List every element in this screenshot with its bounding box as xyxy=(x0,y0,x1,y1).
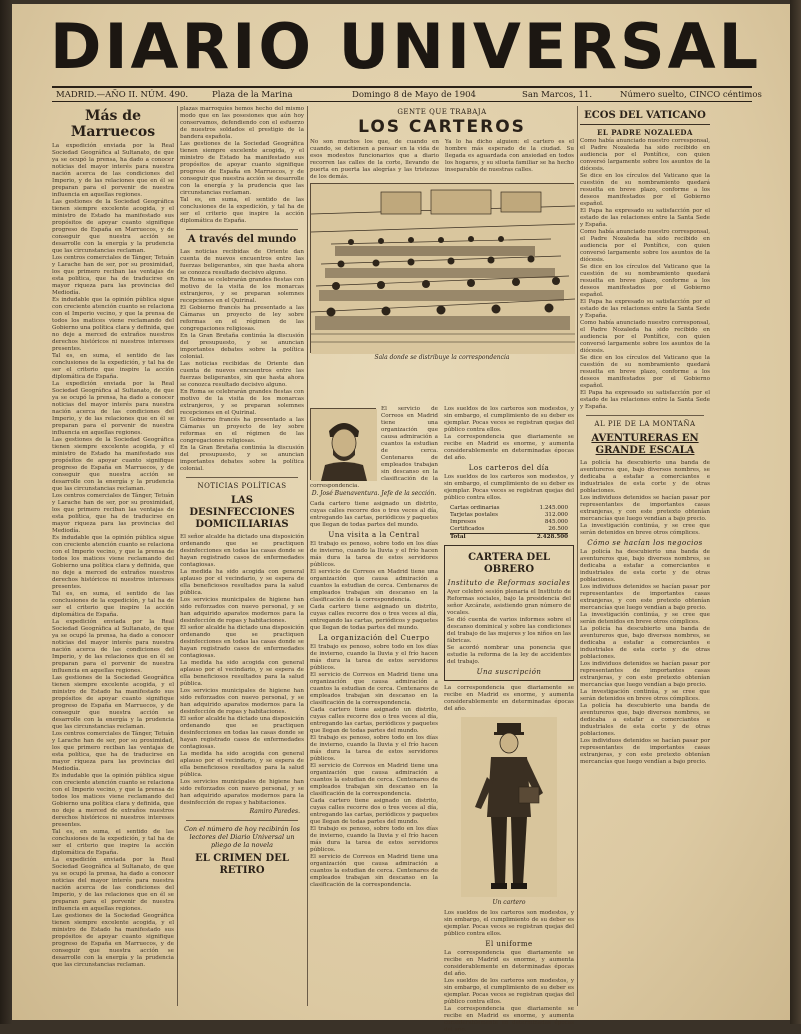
article-paragraph: La correspondencia que diariamente se recibe en Madrid es enorme, y aumenta considerablemente en determinadas épocas del año. xyxy=(444,434,574,461)
article-paragraph: La policía ha descubierto una banda de aventureros que, bajo diversos nombres, se dedicaba a estafar a comerciantes e industriales de esta corte y de otras poblaciones. xyxy=(580,626,710,660)
subhead-organizacion: La organización del Cuerpo xyxy=(318,634,430,642)
article-paragraph: Las gestiones de la Sociedad Geográfica tienen siempre excelente acogida, y el ministro de Estado ha manifestado sus propósitos de apoyar cuanto signifique progreso de España en Marruecos, y de conseguir que nuestra acción se desarrolle con la energía y la prudencia que las circunstancias reclaman. xyxy=(180,141,304,196)
article-paragraph: Se dice en los círculos del Vaticano que la cuestión de su nombramiento quedará resuelta en breve plazo, conforme a los deseos manifestados por el Gobierno español. xyxy=(580,355,710,389)
column-2 xyxy=(180,106,304,1012)
article-paragraph: Los servicios municipales de higiene han sido reforzados con nuevo personal, y se han adquirido aparatos modernos para la desinfección de ropas y habitaciones. xyxy=(180,779,304,806)
column-4 xyxy=(444,406,574,1033)
article-paragraph: Es indudable que la opinión pública sigue con creciente atención cuanto se relaciona con el Imperio vecino, y que la prensa de todos los matices viene reclamando del Gobierno una política clara y definida, que no deje a merced de extraños nuestros derechos históricos ni nuestros intereses presentes. xyxy=(52,297,174,352)
portrait-caption: D. José Buenaventura. Jefe de la sección. xyxy=(311,490,437,497)
stat-total: Total 2.428.500 xyxy=(450,534,568,540)
article-paragraph: Cada cartero tiene asignado un distrito, cuyas calles recorre dos o tres veces al día, entregando las cartas, periódicos y paquetes que llegan de todas partes del mundo. xyxy=(310,604,438,631)
article-paragraph: El Papa ha expresado su satisfacción por el estado de las relaciones entre la Santa Sede y España. xyxy=(580,208,710,228)
news-item: En Roma se celebrarán grandes fiestas con motivo de la visita de los monarcas extranjeros, y se preparan solemnes recepciones en el Quirinal. xyxy=(180,389,304,416)
article-paragraph: Tal es, en suma, el sentido de las conclusiones de la expedición, y tal ha de ser el criterio que inspire la acción diplomática de España. xyxy=(180,197,304,224)
article-paragraph: El trabajo es penoso, sobre todo en los días de invierno, cuando la lluvia y el frío hacen más dura la tarea de estos servidores públicos. xyxy=(310,735,438,762)
cartera-obrero-section xyxy=(444,545,574,681)
article-paragraph: El servicio de Correos en Madrid tiene una organización que causa admiración a cuantos la estudian de cerca. Centenares de empleados trabajan sin descanso en la clasificación de la correspondencia. xyxy=(310,763,438,797)
article-paragraph: Los centros comerciales de Tánger, Tetuán y Larache han de ser, por su proximidad, los que primero reciban las ventajas de esta política, que ha de traducirse en mayor riqueza para las provincias del Mediodía. xyxy=(52,255,174,296)
address: Plaza de la Marina xyxy=(212,90,293,100)
news-item: Las noticias recibidas de Oriente dan cuenta de nuevos encuentros entre las fuerzas beligerantes, sin que hasta ahora se conozca resultado decisivo alguno. xyxy=(180,361,304,388)
article-paragraph: Los servicios municipales de higiene han sido reforzados con nuevo personal, y se han adquirido aparatos modernos para la desinfección de ropas y habitaciones. xyxy=(180,597,304,624)
cartero-figure xyxy=(461,717,557,897)
article-paragraph: Es indudable que la opinión pública sigue con creciente atención cuanto se relaciona con el Imperio vecino, y que la prensa de todos los matices viene reclamando del Gobierno una política clara y definida, que no deje a merced de extraños nuestros derechos históricos ni nuestros intereses presentes. xyxy=(52,535,174,590)
section-divider xyxy=(586,415,704,416)
section-title-desinfecciones: LAS DESINFECCIONES DOMICILIARIAS xyxy=(189,495,295,530)
article-paragraph: Se dice en los círculos del Vaticano que la cuestión de su nombramiento quedará resuelta en breve plazo, conforme a los deseos manifestados por el Gobierno español. xyxy=(580,173,710,207)
column-rule xyxy=(577,106,578,1006)
article-paragraph: Es indudable que la opinión pública sigue con creciente atención cuanto se relaciona con el Imperio vecino, y que la prensa de todos los matices viene reclamando del Gobierno una política clara y definida, que no deje a merced de extraños nuestros derechos históricos ni nuestros intereses presentes. xyxy=(52,773,174,828)
headline-marruecos: Más de Marruecos xyxy=(70,108,156,140)
news-item: El Gobierno francés ha presentado a las Cámaras un proyecto de ley sobre reformas en el régimen de las congregaciones religiosas. xyxy=(180,305,304,332)
article-paragraph: El Papa ha expresado su satisfacción por el estado de las relaciones entre la Santa Sede y España. xyxy=(580,299,710,319)
novel-title: EL CRIMEN DEL RETIRO xyxy=(195,853,289,876)
article-paragraph: Los sueldos de los carteros son modestos, y sin embargo, el cumplimiento de su deber es ejemplar. Pocas veces se registran quejas del público contra ellos. xyxy=(444,978,574,1005)
subhead-suscripcion: Una suscripción xyxy=(476,668,542,676)
subhead-uniforme: El uniforme xyxy=(485,940,533,948)
news-item: En la Gran Bretaña continúa la discusión del presupuesto, y se anuncian importantes debates sobre la política colonial. xyxy=(180,445,304,472)
kicker-montana: AL PIE DE LA MONTAÑA xyxy=(594,420,696,428)
masthead-title: DIARIO UNIVERSAL xyxy=(50,10,762,83)
article-paragraph: El Papa ha expresado su satisfacción por el estado de las relaciones entre la Santa Sede y España. xyxy=(580,390,710,410)
section-divider xyxy=(186,477,298,478)
article-paragraph: Los individuos detenidos se hacían pasar por representantes de importantes casas extranjeras, y con este pretexto obtenían mercancías que luego vendían a bajo precio. xyxy=(580,738,710,765)
article-paragraph: plazas marroquíes hemos hecho del mismo modo que en las posesiones que aún hoy conservamos, defendiendo con el esfuerzo de nuestros soldados el prestigio de la bandera española. xyxy=(180,106,304,140)
article-paragraph: La medida ha sido acogida con general aplauso por el vecindario, y se espera de ella beneficiosos resultados para la salud pública. xyxy=(180,569,304,596)
article-paragraph: La expedición enviada por la Real Sociedad Geográfica al Sultanato, de que ya se ocupó la prensa, ha dado a conocer noticias del mayor interés para nuestra nación acerca de las condiciones del Imperio, y de las relaciones que en él se preparan para el porvenir de nuestra influencia en aquellas regiones. xyxy=(52,619,174,674)
column-1 xyxy=(52,106,174,1012)
article-paragraph: Los sueldos de los carteros son modestos, y sin embargo, el cumplimiento de su deber es ejemplar. Pocas veces se registran quejas del público contra ellos. xyxy=(444,474,574,501)
column-rule xyxy=(177,106,178,1006)
subhead-negocios: Cómo se hacían los negocios xyxy=(587,539,703,547)
article-paragraph: Como había anunciado nuestro corresponsal, el Padre Nozaleda ha sido recibido en audiencia por el Pontífice, con quien conversó largamente sobre los asuntos de la diócesis. xyxy=(580,229,710,263)
article-paragraph: La investigación continúa, y se cree que serán detenidos en breve otros cómplices. xyxy=(580,523,710,536)
article-paragraph: Los servicios municipales de higiene han sido reforzados con nuevo personal, y se han adquirido aparatos modernos para la desinfección de ropas y habitaciones. xyxy=(180,688,304,715)
article-paragraph: Los individuos detenidos se hacían pasar por representantes de importantes casas extranjeras, y con este pretexto obtenían mercancías que luego vendían a bajo precio. xyxy=(580,584,710,611)
article-paragraph: Ayer celebró sesión plenaria el Instituto de Reformas sociales, bajo la presidencia del señor Azcárate, asistiendo gran número de vocales. xyxy=(447,589,571,616)
article-paragraph: Los individuos detenidos se hacían pasar por representantes de importantes casas extranjeras, y con este pretexto obtenían mercancías que luego vendían a bajo precio. xyxy=(580,661,710,688)
article-paragraph: El señor alcalde ha dictado una disposición ordenando que se practiquen desinfecciones en todas las casas donde se hayan registrado casos de enfermedades contagiosas. xyxy=(180,716,304,750)
left-binding-edge xyxy=(0,0,12,1024)
article-paragraph: Como había anunciado nuestro corresponsal, el Padre Nozaleda ha sido recibido en audiencia por el Pontífice, con quien conversó largamente sobre los asuntos de la diócesis. xyxy=(580,320,710,354)
article-paragraph: La policía ha descubierto una banda de aventureros que, bajo diversos nombres, se dedicaba a estafar a comerciantes e industriales de esta corte y de otras poblaciones. xyxy=(580,703,710,737)
article-paragraph: El servicio de Correos en Madrid tiene una organización que causa admiración a cuantos la estudian de cerca. Centenares de empleados trabajan sin descanso en la clasificación de la correspondencia. xyxy=(310,569,438,603)
subhead-instituto: Instituto de Reformas sociales xyxy=(447,579,571,587)
article-paragraph: Las gestiones de la Sociedad Geográfica tienen siempre excelente acogida, y el ministro de Estado ha manifestado sus propósitos de apoyar cuanto signifique progreso de España en Marruecos, y de conseguir que nuestra acción se desarrolle con la energía y la prudencia que las circunstancias reclaman. xyxy=(52,437,174,492)
article-paragraph: Los centros comerciales de Tánger, Tetuán y Larache han de ser, por su proximidad, los que primero reciban las ventajas de esta política, que ha de traducirse en mayor riqueza para las provincias del Mediodía. xyxy=(52,731,174,772)
carteros-feature xyxy=(310,106,574,406)
carteros-intro-left: No son muchos los que, de cuando en cuando, se detienen a pensar en la vida de esos modestos funcionarios que a diario recorren las calles de la corte, llevando de puerta en puerta las alegrías y las tristezas de los demás. xyxy=(310,139,439,180)
illustration-caption: Sala donde se distribuye la correspondencia xyxy=(374,354,510,361)
article-paragraph: El señor alcalde ha dictado una disposición ordenando que se practiquen desinfecciones en todas las casas donde se hayan registrado casos de enfermedades contagiosas. xyxy=(180,625,304,659)
issue-date: Domingo 8 de Mayo de 1904 xyxy=(352,90,476,100)
article-paragraph: Tal es, en suma, el sentido de las conclusiones de la expedición, y tal ha de ser el criterio que inspire la acción diplomática de España. xyxy=(52,829,174,856)
carteros-intro-right: Ya lo ha dicho alguien: el cartero es el hombre más esperado de la ciudad. Su llegada es aguardada con ansiedad en todos los hogares, y su silueta familiar se ha hecho inseparable de nuestras calles. xyxy=(445,139,574,173)
stat-row: Cartas ordinarias 1.245.000 xyxy=(450,505,568,511)
jefe-portrait xyxy=(310,408,376,480)
carteros-title: LOS CARTEROS xyxy=(358,117,526,137)
article-paragraph: Cada cartero tiene asignado un distrito, cuyas calles recorre dos o tres veces al día, entregando las cartas, periódicos y paquetes que llegan de todas partes del mundo. xyxy=(310,501,438,528)
article-paragraph: El señor alcalde ha dictado una disposición ordenando que se practiquen desinfecciones en todas las casas donde se hayan registrado casos de enfermedades contagiosas. xyxy=(180,534,304,568)
section-title-mundo: A través del mundo xyxy=(187,234,297,245)
sorting-room-illustration xyxy=(310,183,574,353)
subhead-carteros-dia: Los carteros del día xyxy=(468,464,550,472)
article-paragraph: Cada cartero tiene asignado un distrito, cuyas calles recorre dos o tres veces al día, entregando las cartas, periódicos y paquetes que llegan de todas partes del mundo. xyxy=(310,798,438,825)
article-paragraph: Las gestiones de la Sociedad Geográfica tienen siempre excelente acogida, y el ministro de Estado ha manifestado sus propósitos de apoyar cuanto signifique progreso de España en Marruecos, y de conseguir que nuestra acción se desarrolle con la energía y la prudencia que las circunstancias reclaman. xyxy=(52,913,174,968)
novel-promo: Con el número de hoy recibirán los lectores del Diario Universal un pliego de la novela xyxy=(184,825,300,849)
sorting-room-drawing xyxy=(311,184,575,354)
stat-row: Certificados 26.500 xyxy=(450,526,568,532)
article-paragraph: Tal es, en suma, el sentido de las conclusiones de la expedición, y tal ha de ser el criterio que inspire la acción diplomática de España. xyxy=(52,591,174,618)
article-paragraph: Los individuos detenidos se hacían pasar por representantes de importantes casas extranjeras, y con este pretexto obtenían mercancías que luego vendían a bajo precio. xyxy=(580,495,710,522)
article-paragraph: Los sueldos de los carteros son modestos, y sin embargo, el cumplimiento de su deber es ejemplar. Pocas veces se registran quejas del público contra ellos. xyxy=(444,406,574,433)
section-title-vaticano: ECOS DEL VATICANO xyxy=(580,110,710,125)
column-5 xyxy=(580,106,710,1012)
article-paragraph: Los sueldos de los carteros son modestos, y sin embargo, el cumplimiento de su deber es ejemplar. Pocas veces se registran quejas del público contra ellos. xyxy=(444,910,574,937)
news-item: En Roma se celebrarán grandes fiestas con motivo de la visita de los monarcas extranjeros, y se preparan solemnes recepciones en el Quirinal. xyxy=(180,277,304,304)
article-paragraph: La medida ha sido acogida con general aplauso por el vecindario, y se espera de ella beneficiosos resultados para la salud pública. xyxy=(180,660,304,687)
article-paragraph: La correspondencia que diariamente se recibe en Madrid es enorme, y aumenta considerablemente en determinadas épocas del año. xyxy=(444,685,574,712)
article-paragraph: El servicio de Correos en Madrid tiene una organización que causa admiración a cuantos la estudian de cerca. Centenares de empleados trabajan sin descanso en la clasificación de la correspondencia. xyxy=(310,406,438,489)
subhead-politicas: NOTICIAS POLÍTICAS xyxy=(197,482,287,490)
article-paragraph: Tal es, en suma, el sentido de las conclusiones de la expedición, y tal ha de ser el criterio que inspire la acción diplomática de España. xyxy=(52,353,174,380)
article-paragraph: Cada cartero tiene asignado un distrito, cuyas calles recorre dos o tres veces al día, entregando las cartas, periódicos y paquetes que llegan de todas partes del mundo. xyxy=(310,707,438,734)
article-paragraph: El servicio de Correos en Madrid tiene una organización que causa admiración a cuantos la estudian de cerca. Centenares de empleados trabajan sin descanso en la clasificación de la correspondencia. xyxy=(310,854,438,888)
issue-number: MADRID.—AÑO II. NÚM. 490. xyxy=(56,90,189,100)
article-paragraph: El trabajo es penoso, sobre todo en los días de invierno, cuando la lluvia y el frío hacen más dura la tarea de estos servidores públicos. xyxy=(310,644,438,671)
article-paragraph: La expedición enviada por la Real Sociedad Geográfica al Sultanato, de que ya se ocupó la prensa, ha dado a conocer noticias del mayor interés para nuestra nación acerca de las condiciones del Imperio, y de las relaciones que en él se preparan para el porvenir de nuestra influencia en aquellas regiones. xyxy=(52,857,174,912)
dateline-bar xyxy=(52,86,762,102)
article-paragraph: Se dice en los círculos del Vaticano que la cuestión de su nombramiento quedará resuelta en breve plazo, conforme a los deseos manifestados por el Gobierno español. xyxy=(580,264,710,298)
subhead-nozaleda: EL PADRE NOZALEDA xyxy=(597,128,693,137)
cartera-obrero-title: CARTERA DEL OBRERO xyxy=(468,552,550,575)
section-divider xyxy=(186,229,298,230)
section-divider xyxy=(186,820,298,821)
cartero-drawing xyxy=(461,717,557,897)
section-title-aventureras: AVENTURERAS EN GRANDE ESCALA xyxy=(591,433,699,456)
article-paragraph: Como había anunciado nuestro corresponsal, el Padre Nozaleda ha sido recibido en audiencia por el Pontífice, con quien conversó largamente sobre los asuntos de la diócesis. xyxy=(580,138,710,172)
subhead-visita: Una visita a la Central xyxy=(328,531,420,539)
right-page-edge xyxy=(790,0,801,1024)
news-item: Las noticias recibidas de Oriente dan cuenta de nuevos encuentros entre las fuerzas beligerantes, sin que hasta ahora se conozca resultado decisivo alguno. xyxy=(180,249,304,276)
street: San Marcos, 11. xyxy=(522,90,593,100)
article-paragraph: Las gestiones de la Sociedad Geográfica tienen siempre excelente acogida, y el ministro de Estado ha manifestado sus propósitos de apoyar cuanto signifique progreso de España en Marruecos, y de conseguir que nuestra acción se desarrolle con la energía y la prudencia que las circunstancias reclaman. xyxy=(52,675,174,730)
article-paragraph: La policía ha descubierto una banda de aventureros que, bajo diversos nombres, se dedicaba a estafar a comerciantes e industriales de esta corte y de otras poblaciones. xyxy=(580,460,710,494)
article-paragraph: Las gestiones de la Sociedad Geográfica tienen siempre excelente acogida, y el ministro de Estado ha manifestado sus propósitos de apoyar cuanto signifique progreso de España en Marruecos, y de conseguir que nuestra acción se desarrolle con la energía y la prudencia que las circunstancias reclaman. xyxy=(52,199,174,254)
article-paragraph: La medida ha sido acogida con general aplauso por el vecindario, y se espera de ella beneficiosos resultados para la salud pública. xyxy=(180,751,304,778)
article-paragraph: La correspondencia que diariamente se recibe en Madrid es enorme, y aumenta considerablemente en determinadas épocas del año. xyxy=(444,1006,574,1033)
article-paragraph: La investigación continúa, y se cree que serán detenidos en breve otros cómplices. xyxy=(580,689,710,702)
article-paragraph: Los centros comerciales de Tánger, Tetuán y Larache han de ser, por su proximidad, los que primero reciban las ventajas de esta política, que ha de traducirse en mayor riqueza para las provincias del Mediodía. xyxy=(52,493,174,534)
news-item: En la Gran Bretaña continúa la discusión del presupuesto, y se anuncian importantes debates sobre la política colonial. xyxy=(180,333,304,360)
column-rule xyxy=(307,106,308,1006)
cartero-caption: Un cartero xyxy=(492,899,526,906)
newspaper-page xyxy=(12,4,790,1033)
price: Número suelto, CINCO céntimos xyxy=(620,90,762,100)
article-paragraph: La expedición enviada por la Real Sociedad Geográfica al Sultanato, de que ya se ocupó la prensa, ha dado a conocer noticias del mayor interés para nuestra nación acerca de las condiciones del Imperio, y de las relaciones que en él se preparan para el porvenir de nuestra influencia en aquellas regiones. xyxy=(52,143,174,198)
article-paragraph: La expedición enviada por la Real Sociedad Geográfica al Sultanato, de que ya se ocupó la prensa, ha dado a conocer noticias del mayor interés para nuestra nación acerca de las condiciones del Imperio, y de las relaciones que en él se preparan para el porvenir de nuestra influencia en aquellas regiones. xyxy=(52,381,174,436)
stat-row: Tarjetas postales 312.000 xyxy=(450,512,568,518)
article-paragraph: El servicio de Correos en Madrid tiene una organización que causa admiración a cuantos la estudian de cerca. Centenares de empleados trabajan sin descanso en la clasificación de la correspondencia. xyxy=(310,672,438,706)
author-signature: Ramiro Paredes. xyxy=(249,808,300,815)
stat-row: Impresos 845.000 xyxy=(450,519,568,525)
article-paragraph: La policía ha descubierto una banda de aventureros que, bajo diversos nombres, se dedicaba a estafar a comerciantes e industriales de esta corte y de otras poblaciones. xyxy=(580,549,710,583)
mail-statistics xyxy=(450,505,568,541)
carteros-kicker: GENTE QUE TRABAJA xyxy=(397,108,487,116)
news-item: El Gobierno francés ha presentado a las Cámaras un proyecto de ley sobre reformas en el régimen de las congregaciones religiosas. xyxy=(180,417,304,444)
column-3 xyxy=(310,406,438,1012)
article-paragraph: Se acordó nombrar una ponencia que estudie la reforma de la ley de accidentes del trabajo. xyxy=(447,645,571,665)
article-paragraph: Se dió cuenta de varios informes sobre el descanso dominical y sobre las condiciones del trabajo de las mujeres y los niños en las fábricas. xyxy=(447,617,571,644)
article-paragraph: La correspondencia que diariamente se recibe en Madrid es enorme, y aumenta considerablemente en determinadas épocas del año. xyxy=(444,950,574,977)
article-paragraph: El trabajo es penoso, sobre todo en los días de invierno, cuando la lluvia y el frío hacen más dura la tarea de estos servidores públicos. xyxy=(310,826,438,853)
article-paragraph: El trabajo es penoso, sobre todo en los días de invierno, cuando la lluvia y el frío hacen más dura la tarea de estos servidores públicos. xyxy=(310,541,438,568)
article-paragraph: La investigación continúa, y se cree que serán detenidos en breve otros cómplices. xyxy=(580,612,710,625)
jefe-portrait-drawing xyxy=(311,409,377,481)
